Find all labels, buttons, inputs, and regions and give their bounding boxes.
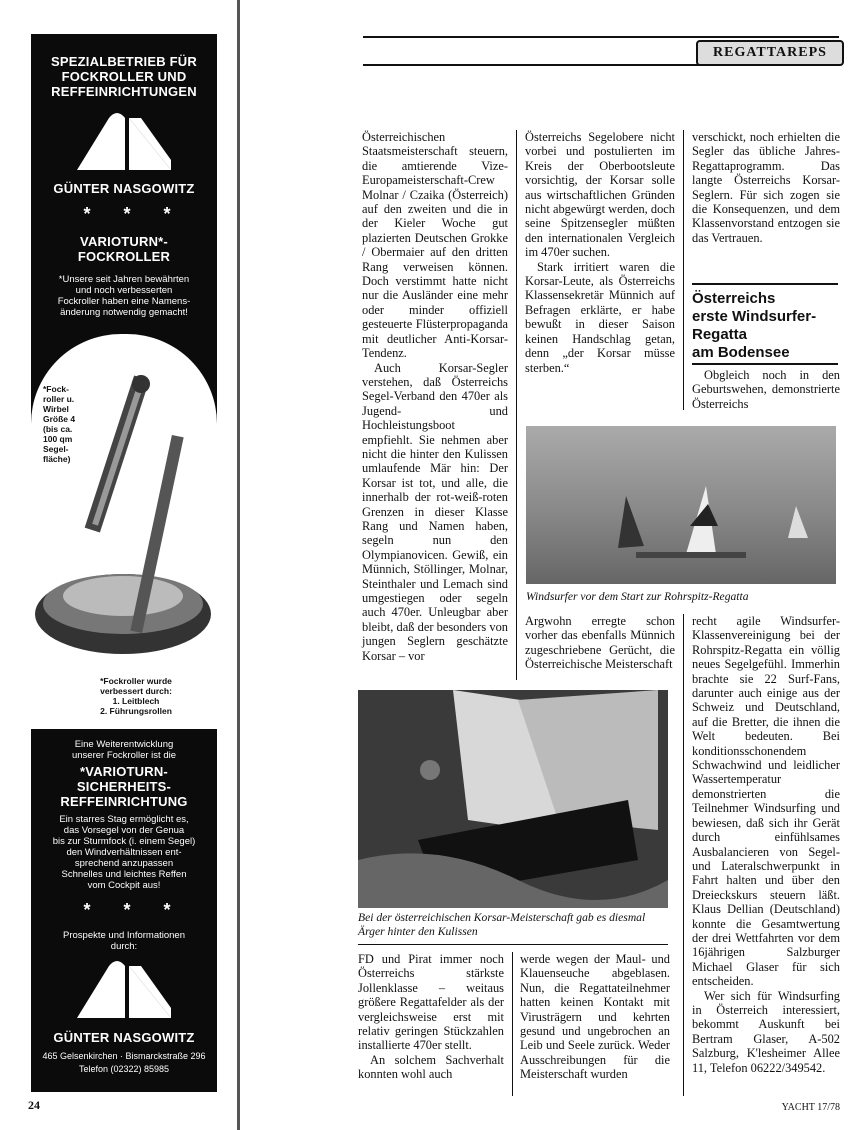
paragraph: Stark irritiert waren die Korsar-Leute, als Österreichs Klassensekretär Münnich auf Befragen erklärte, er habe bewußt in dieser Saison keinen Handschlag getan, denn „der Korsar müsse sterben.“ bbox=[525, 259, 675, 375]
column-divider bbox=[683, 614, 684, 1096]
ad-stars-2: * * * bbox=[83, 900, 185, 920]
ad-phone: Telefon (02322) 85985 bbox=[78, 1064, 170, 1074]
page-number: 24 bbox=[28, 1098, 40, 1112]
headline-rule bbox=[692, 283, 838, 285]
paragraph: Auch Korsar-Segler verstehen, daß Österreichs Segel-Verband den 470er als Jugend- und Hochleistungsboot empfiehlt. Sie nehmen aber nicht die hinter den Kulissen umlaufende Mär hin: Der Korsar ist tot, und alle, die innerhalb der rot-weiß-roten Grenzen in dieser Klasse Rang und Namen haben, segeln nun den Olympianovicen. Gewiß, ein Münnich, Stöllinger, Molnar, Steinthaler und Lemach sind umgestiegen oder segeln auch 470er. Unleugbar aber bleibt, daß der besonders von jungen Seglern geschätzte Korsar – vor bbox=[362, 360, 508, 663]
ad-company-2: GÜNTER NASGOWITZ bbox=[53, 1030, 195, 1045]
paragraph: werde wegen der Maul- und Klauenseuche abgeblasen. Nun, die Regattateilnehmer hatten keinen Kontakt mit Virusträgern und kehrten gesund und ungebrochen an Leib und Seele zurück. Weder Ausschreibungen für die Meisterschaft wurden bbox=[520, 952, 670, 1082]
windsurfer-caption: Windsurfer vor dem Start zur Rohrspitz-Regatta bbox=[526, 590, 749, 603]
korsar-caption: Bei der österreichischen Korsar-Meisterschaft gab es diesmal Ärger hinter den Kulissen bbox=[358, 911, 646, 938]
paragraph: FD und Pirat immer noch Österreichs stärkste Jollenklasse – weitaus größere Regattafelder als der vergleichsweise erst mit relativ geringen Stückzahlen installierte 470er stellt. bbox=[358, 952, 504, 1053]
article-column-2c bbox=[525, 614, 675, 672]
ad-improved-note: *Fockroller wurde verbessert durch: 1. Leitblech 2. Führungsrollen bbox=[100, 676, 172, 716]
article-column-1 bbox=[362, 130, 508, 663]
paragraph: Obgleich noch in den Geburtswehen, demonstrierte Österreichs bbox=[692, 368, 840, 411]
ad-headline: SPEZIALBETRIEB FÜR FOCKROLLER UND REFFEINRICHTUNGEN bbox=[51, 54, 197, 99]
paragraph: Wer sich für Windsurfing in Österreich interessiert, bekommt Auskunft bei Bertram Glaser, A-502 Salzburg, K'lesheimer Allee 11, Telefon 06222/349542. bbox=[692, 988, 840, 1075]
paragraph: verschickt, noch erhielten die Segler das übliche Jahres-Regattaprogramm. Das langte Österreichs Korsar-Seglern. Für sich zogen sie die Konsequenzen, und dem Klassenvorstand entzogen sie das Vertrauen. bbox=[692, 130, 840, 245]
gutter-line bbox=[237, 0, 240, 1130]
article-column-4 bbox=[692, 614, 840, 1075]
column-divider bbox=[683, 130, 684, 410]
windsurfer-photo bbox=[526, 426, 836, 584]
caption-rule bbox=[358, 944, 668, 945]
article-column-3b bbox=[692, 368, 840, 411]
article-column-3 bbox=[692, 130, 840, 245]
ad-company: GÜNTER NASGOWITZ bbox=[53, 181, 195, 196]
ad-product: VARIOTURN*- FOCKROLLER bbox=[77, 234, 171, 264]
paragraph: An solchem Sachverhalt konnten wohl auch bbox=[358, 1052, 504, 1082]
ad-development: Eine Weiterentwicklung unserer Fockroller ist die bbox=[71, 739, 176, 761]
paragraph: Argwohn erregte schon vorher das ebenfalls Münnich zugeschriebene Gerücht, die Österreichische Meisterschaft bbox=[525, 614, 675, 672]
ad-product-panel bbox=[31, 334, 217, 729]
ad-image-note: *Fock- roller u. Wirbel Größe 4 (bis ca. 100 qm Segel- fläche) bbox=[43, 384, 76, 464]
korsar-photo bbox=[358, 690, 668, 908]
paragraph: recht agile Windsurfer-Klassenvereinigung bei der Rohrspitz-Regatta ein völlig neues Segelgefühl. Immerhin brachte sie 22 Surf-Fans, darunter auch einige aus der Schweiz und Deutschland, auf die Bretter, die ihnen die Welt bedeuten. Bei konditionsschonendem Schwachwind und leidlicher Wassertemperatur demonstrierten die Teilnehmer Windsurfing und bewiesen, daß sich ihr Gerät durch einfühlsames Ausbalancieren von Segel- und Lateralschwerpunkt in Fahrt halten und über den Dreieckskurs steuern läßt. Klaus Dellian (Deutschland) konnte die Gesamtwertung der drei Wettfahrten vor dem 16jährigen Salzburger Michael Glaser für sich entscheiden. bbox=[692, 614, 840, 989]
ad-address: 465 Gelsenkirchen · Bismarckstraße 296 bbox=[42, 1051, 206, 1061]
ad-stars: * * * bbox=[83, 204, 185, 224]
ad-system: *VARIOTURN- SICHERHEITS- REFFEINRICHTUNG bbox=[60, 764, 188, 809]
company-logo-icon-2 bbox=[69, 956, 179, 1026]
paragraph: Österreichs Segelobere nicht vorbei und postulierten im Kreis der Oberbootsleute vorsichtig, der Korsar solle aus wirtschaftlichen Gründen nicht abgewürgt werden, doch seine Spitzensegler müßten den internationalen Vergleich im 470er suchen. bbox=[525, 130, 675, 260]
advertisement bbox=[31, 34, 217, 1092]
headline-rule bbox=[692, 363, 838, 365]
paragraph: Österreichischen Staatsmeisterschaft steuern, die amtierende Vize-Europameisterschaft-Crew Molnar / Czaika (Österreich) auf den zweiten und die in der Kieler Woche gut plazierten Deutschen Grokke / Obermaier auf den dritten Rang verweisen können. Doch verstimmt hatte nicht nur die Ausländer eine mehr oder minder offiziell gesteuerte Flüsterpropaganda mit deutlicher Anti-Korsar-Tendenz. bbox=[362, 130, 508, 361]
section-label: REGATTAREPS bbox=[696, 40, 844, 66]
column-divider bbox=[516, 130, 517, 680]
issue-label: YACHT 17/78 bbox=[781, 1102, 840, 1113]
ad-system-text: Ein starres Stag ermöglicht es, das Vorsegel von der Genua bis zur Sturmfock (i. einem Segel) den Windverhältnissen ent- sprechend anzupassen Schnelles und leichtes Reffen vom Cockpit aus! bbox=[52, 814, 196, 891]
ad-brochure: Prospekte und Informationen durch: bbox=[63, 930, 185, 952]
fockroller-illustration-icon bbox=[31, 364, 217, 674]
ad-product-note: *Unsere seit Jahren bewährten und noch verbesserten Fockroller haben eine Namens- änderung notwendig gemacht! bbox=[57, 274, 191, 318]
article-column-5 bbox=[358, 952, 504, 1082]
article-column-2 bbox=[525, 130, 675, 375]
article-column-6 bbox=[520, 952, 670, 1082]
header-rule-top bbox=[363, 36, 839, 38]
windsurfer-headline: Österreichs erste Windsurfer- Regatta am Bodensee bbox=[692, 290, 817, 361]
company-logo-icon bbox=[69, 108, 179, 178]
column-divider bbox=[512, 952, 513, 1096]
